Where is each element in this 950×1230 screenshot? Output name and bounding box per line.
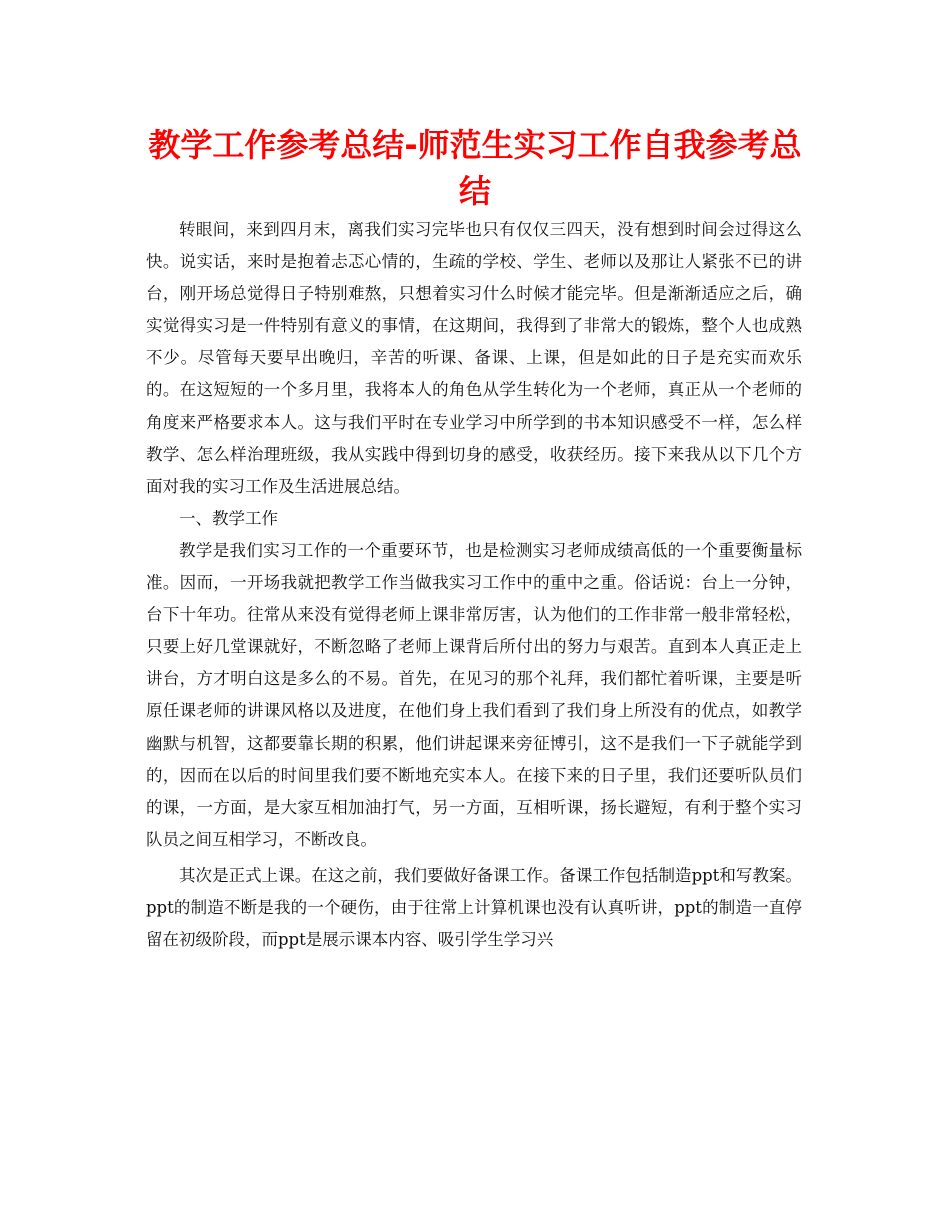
document-body: [146, 214, 802, 956]
paragraph-teaching: 教学是我们实习工作的一个重要环节，也是检测实习老师成绩高低的一个重要衡量标准。因而，一开场我就把教学工作当做我实习工作中的重中之重。俗话说：台上一分钟，台下十年功。往常从来没有觉得老师上课非常厉害，认为他们的工作非常一般非常轻松，只要上好几堂课就好，不断忽略了老师上课背后所付出的努力与艰苦。直到本人真正走上讲台，方才明白这是多么的不易。首先，在见习的那个礼拜，我们都忙着听课，主要是听原任课老师的讲课风格以及进度，在他们身上我们看到了我们身上所没有的优点，如教学幽默与机智，这都要靠长期的积累，他们讲起课来旁征博引，这不是我们一下子就能学到的，因而在以后的时间里我们要不断地充实本人。在接下来的日子里，我们还要听队员们的课，一方面，是大家互相加油打气，另一方面，互相听课，扬长避短，有利于整个实习队员之间互相学习，不断改良。: [146, 540, 802, 849]
document-title: 教学工作参考总结-师范生实习工作自我参考总结: [148, 126, 802, 210]
paragraph-lessons: 其次是正式上课。在这之前，我们要做好备课工作。备课工作包括制造ppt和写教案。ppt的制造不断是我的一个硬伤，由于往常上计算机课也没有认真听讲，ppt的制造一直停留在初级阶段，而ppt是展示课本内容、吸引学生学习兴: [146, 865, 802, 950]
section-heading-teaching: 一、教学工作: [179, 508, 278, 528]
paragraph-intro: 转眼间，来到四月末，离我们实习完毕也只有仅仅三四天，没有想到时间会过得这么快。说实话，来时是抱着忐忑心情的，生疏的学校、学生、老师以及那让人紧张不已的讲台，刚开场总觉得日子特别难熬，只想着实习什么时候才能完毕。但是渐渐适应之后，确实觉得实习是一件特别有意义的事情，在这期间，我得到了非常大的锻炼，整个人也成熟不少。尽管每天要早出晚归，辛苦的听课、备课、上课，但是如此的日子是充实而欢乐的。在这短短的一个多月里，我将本人的角色从学生转化为一个老师，真正从一个老师的角度来严格要求本人。这与我们平时在专业学习中所学到的书本知识感受不一样，怎么样教学、怎么样治理班级，我从实践中得到切身的感受，收获经历。接下来我从以下几个方面对我的实习工作及生活进展总结。: [146, 220, 802, 496]
